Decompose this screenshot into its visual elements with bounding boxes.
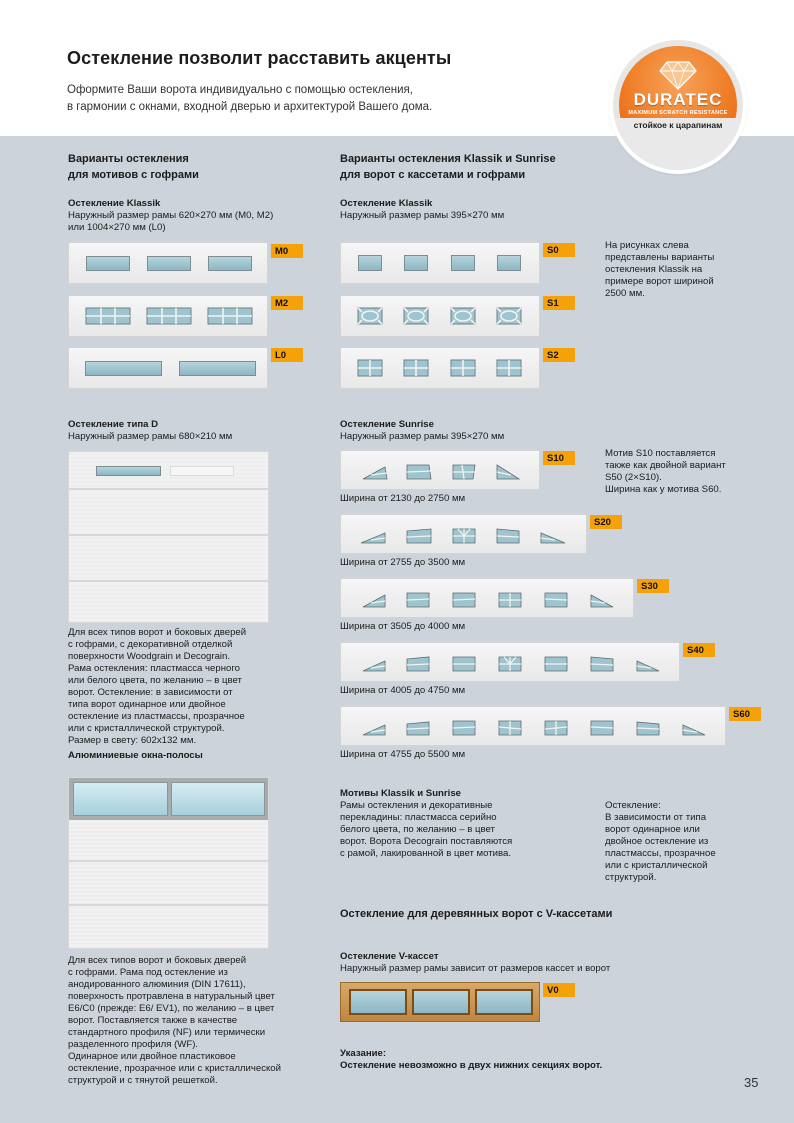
tag-m2: M2 — [271, 296, 303, 310]
tag-s20: S20 — [590, 515, 622, 529]
s30-width: Ширина от 3505 до 4000 мм — [340, 621, 466, 632]
motif-s60-panel — [340, 706, 726, 746]
v-desc: Наружный размер рамы зависит от размеров кассет и ворот — [340, 963, 611, 974]
note-title: Указание: — [340, 1048, 387, 1059]
tag-s1: S1 — [543, 296, 575, 310]
motif-s1-panel — [340, 295, 540, 337]
left-klassik-title: Остекление Klassik — [68, 198, 161, 209]
left-heading: Варианты остекления для мотивов с гофрами — [68, 153, 199, 181]
sunrise-desc: Наружный размер рамы 395×270 мм — [340, 431, 505, 442]
tag-m0: M0 — [271, 244, 303, 258]
alu-door-image — [68, 777, 269, 949]
duratec-subtitle: MAXIMUM SCRATCH RESISTANCE — [628, 110, 728, 116]
sunrise-title: Остекление Sunrise — [340, 419, 434, 430]
tag-s30: S30 — [637, 579, 669, 593]
s10-width: Ширина от 2130 до 2750 мм — [340, 493, 466, 504]
s20-width: Ширина от 2755 до 3500 мм — [340, 557, 466, 568]
diamond-icon — [659, 60, 697, 90]
intro-text: Оформите Ваши ворота индивидуально с помощью остекления, в гармонии с окнами, входной дверью и архитектурой Вашего дома. — [67, 84, 433, 113]
motif-s10-panel — [340, 450, 540, 490]
motif-s2-panel — [340, 347, 540, 389]
sunrise-note: Мотив S10 поставляется также как двойной вариант S50 (2×S10). Ширина как у мотива S60. — [605, 448, 726, 495]
motif-s40-panel — [340, 642, 680, 682]
motifs-title: Мотивы Klassik и Sunrise — [340, 788, 461, 799]
motifs-text: Рамы остекления и декоративные перекладины: пластмасса серийно белого цвета, по желанию – в цвет ворот. Ворота Decograin поставляются с рамой, лакированной в цвет мотива. — [340, 800, 513, 859]
typeD-desc: Наружный размер рамы 680×210 мм — [68, 431, 233, 442]
tag-s10: S10 — [543, 451, 575, 465]
motif-l0-panel — [68, 347, 268, 389]
left-klassik-desc: Наружный размер рамы 620×270 мм (M0, M2) или 1004×270 мм (L0) — [68, 210, 274, 233]
right-heading: Варианты остекления Klassik и Sunrise для ворот с кассетами и гофрами — [340, 153, 556, 181]
wood-heading: Остекление для деревянных ворот с V-кассетами — [340, 908, 613, 920]
v-title: Остекление V-кассет — [340, 951, 439, 962]
page-title: Остеклениe позволит расставить акценты — [67, 48, 452, 68]
alu-title: Алюминиевые окна-полосы — [68, 750, 203, 761]
motif-m2-panel — [68, 295, 268, 337]
motif-s0-panel — [340, 242, 540, 284]
duratec-ru-label: стойкое к царапинам — [633, 120, 723, 130]
glazing-text: Остекление: В зависимости от типа ворот одинарное или двойное остекление из пластмассы, прозрачное или с кристаллической структурой. — [605, 800, 716, 883]
s60-width: Ширина от 4755 до 5500 мм — [340, 749, 466, 760]
motif-s20-panel — [340, 514, 587, 554]
right-klassik-title: Остекление Klassik — [340, 198, 433, 209]
typeD-text: Для всех типов ворот и боковых дверей с гофрами, с декоративной отделкой поверхности Woodgrain и Decograin. Рама остекления: пластмасса черного или белого цвета, по желанию – в цвет ворот. Остекление: в зависимости от типа ворот одинарное или двойное остекление из пластмассы, прозрачное или с кристаллической структурой. Размер в свету: 602x132 мм. — [68, 627, 247, 746]
page-number: 35 — [744, 1075, 759, 1090]
typeD-door-image — [68, 451, 269, 623]
v-cassette-image — [340, 982, 540, 1022]
tag-s2: S2 — [543, 348, 575, 362]
alu-text: Для всех типов ворот и боковых дверей с гофрами. Рама под остекление из анодированного алюминия (DIN 17611), поверхность протравлена в натуральный цвет E6/C0 (прежде: E6/ EV1), по желанию – в цвет ворот. Поставляется также в качестве стандартного профиля (NF) или термически разделенного профиля (WF). Одинарное или двойное пластиковое остекление, прозрачное или с кристаллической структурой и с тянутой решеткой. — [68, 955, 282, 1086]
tag-s60: S60 — [729, 707, 761, 721]
klassik-note: На рисунках слева представлены варианты остекления Klassik на примере ворот шириной 2500 мм. — [605, 240, 715, 299]
motif-m0-panel — [68, 242, 268, 284]
right-klassik-desc: Наружный размер рамы 395×270 мм — [340, 210, 505, 221]
duratec-logo: DURATEC — [633, 90, 723, 109]
tag-s0: S0 — [543, 243, 575, 257]
note-text: Остекление невозможно в двух нижних секциях ворот. — [340, 1060, 603, 1071]
tag-v0: V0 — [543, 983, 575, 997]
s40-width: Ширина от 4005 до 4750 мм — [340, 685, 466, 696]
typeD-title: Остекление типа D — [68, 419, 159, 430]
tag-l0: L0 — [271, 348, 303, 362]
tag-s40: S40 — [683, 643, 715, 657]
duratec-badge — [613, 40, 743, 170]
motif-s30-panel — [340, 578, 634, 618]
